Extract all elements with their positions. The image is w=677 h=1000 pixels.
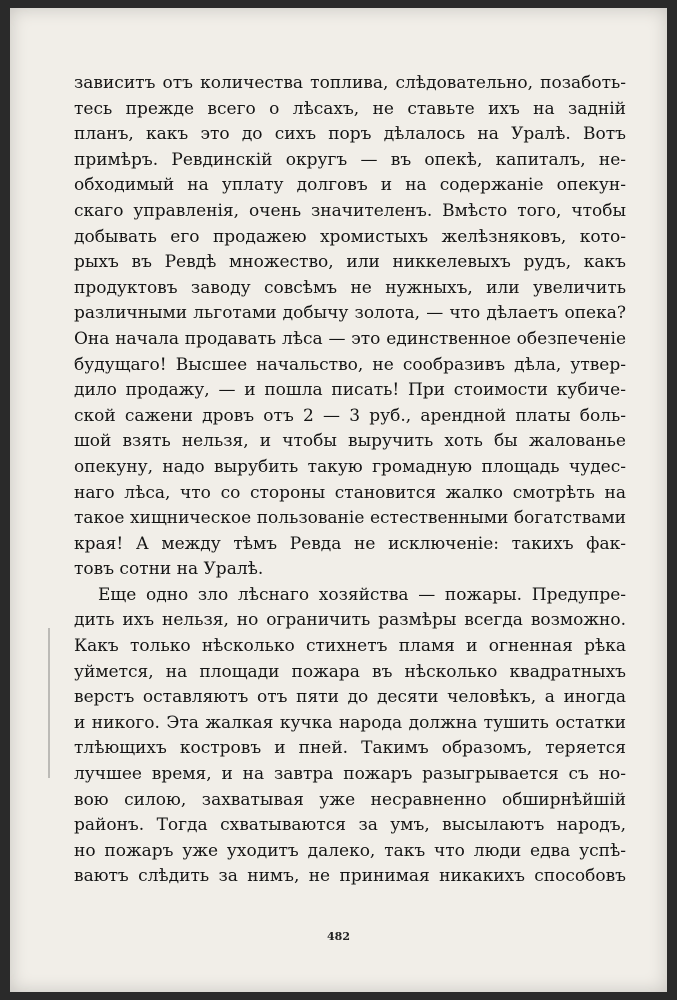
paragraph-start-line: Еще одно зло лѣснаго хозяйства — пожары. Предупре-	[98, 584, 626, 605]
text-line: дить ихъ нельзя, но ограничить размѣры всегда возможно.	[74, 610, 626, 631]
text-line: добывать его продажею хромистыхъ желѣзняковъ, кото-	[74, 226, 626, 247]
text-line: уймется, на площади пожара въ нѣсколько квадратныхъ	[74, 661, 626, 682]
page-number: 482	[327, 930, 350, 943]
body-text	[74, 71, 626, 890]
text-line: такое хищническое пользованiе естественными богатствами	[74, 508, 626, 529]
text-line: районъ. Тогда схватываются за умъ, высылаютъ народъ,	[74, 815, 626, 836]
text-line: рыхъ въ Ревдѣ множество, или никкелевыхъ рудъ, какъ	[74, 252, 626, 273]
text-line: товъ сотни на Уралѣ.	[74, 559, 264, 580]
text-line: шой взять нельзя, и чтобы выручить хоть бы жалованье	[74, 431, 626, 452]
text-line: тлѣющихъ костровъ и пней. Такимъ образомъ, теряется	[74, 738, 626, 759]
text-line: планъ, какъ это до сихъ поръ дѣлалось на Уралѣ. Вотъ	[74, 124, 626, 145]
margin-mark	[48, 628, 50, 778]
text-line: будущаго! Высшее начальство, не сообразивъ дѣла, утвер-	[74, 354, 626, 375]
text-line: дило продажу, — и пошла писать! При стоимости кубиче-	[74, 380, 626, 401]
text-line: но пожаръ уже уходитъ далеко, такъ что люди едва успѣ-	[74, 840, 626, 861]
text-line: продуктовъ заводу совсѣмъ не нужныхъ, или увеличить	[74, 277, 626, 298]
text-line: верстъ оставляютъ отъ пяти до десяти человѣкъ, а иногда	[74, 687, 626, 708]
text-line: различными льготами добычу золота, — что дѣлаетъ опека?	[74, 303, 626, 324]
text-line: вою силою, захватывая уже несравненно обширнѣйшiй	[74, 789, 626, 810]
text-line: обходимый на уплату долговъ и на содержанiе опекун-	[74, 175, 626, 196]
text-line: ваютъ слѣдить за нимъ, не принимая никакихъ способовъ	[74, 866, 626, 887]
text-line: опекуну, надо вырубить такую громадную площадь чудес-	[74, 456, 626, 477]
text-line: примѣръ. Ревдинскiй округъ — въ опекѣ, капиталъ, не-	[74, 149, 626, 170]
text-line: зависитъ отъ количества топлива, слѣдовательно, позаботь-	[74, 73, 626, 93]
text-line: скаго управленiя, очень значителенъ. Вмѣсто того, чтобы	[74, 200, 626, 221]
text-line: Какъ только нѣсколько стихнетъ пламя и огненная рѣка	[74, 636, 626, 657]
text-line: тесь прежде всего о лѣсахъ, не ставьте ихъ на заднiй	[74, 98, 626, 119]
book-page	[10, 8, 667, 992]
text-line: лучшее время, и на завтра пожаръ разыгрывается съ но-	[74, 764, 626, 785]
text-line: края! А между тѣмъ Ревда не исключенiе: такихъ фак-	[74, 533, 626, 554]
text-line: наго лѣса, что со стороны становится жалко смотрѣть на	[74, 482, 626, 503]
text-line: и никого. Эта жалкая кучка народа должна тушить остатки	[74, 712, 626, 733]
text-line: Она начала продавать лѣса — это единственное обезпеченiе	[74, 328, 626, 349]
text-line: ской сажени дровъ отъ 2 — 3 руб., арендной платы боль-	[74, 405, 626, 426]
